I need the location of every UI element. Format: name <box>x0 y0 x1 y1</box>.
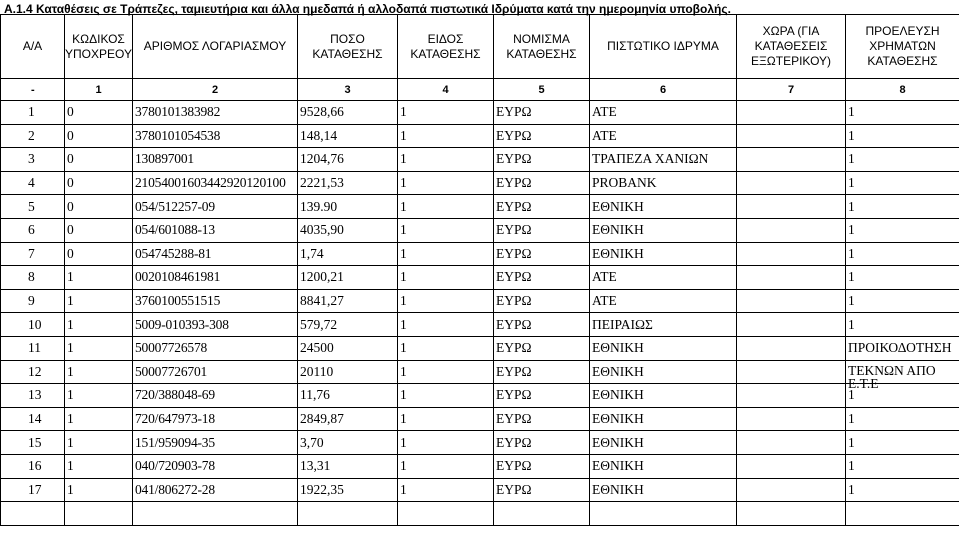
cell-origin <box>846 360 959 391</box>
header-origin: ΠΡΟΕΛΕΥΣΗ ΧΡΗΜΑΤΩΝ ΚΑΤΑΘΕΣΗΣ <box>846 15 959 79</box>
cell-bank: ΑΤΕ <box>590 101 737 125</box>
col-number: 2 <box>133 79 298 101</box>
table-row <box>1 218 959 242</box>
cell-currency: ΕΥΡΩ <box>494 454 590 478</box>
cell-country <box>737 336 846 360</box>
column-number-row <box>1 79 959 101</box>
empty-cell <box>133 502 298 526</box>
cell-aa: 15 <box>1 431 65 455</box>
cell-origin: 1 <box>846 313 959 337</box>
header-type: ΕΙΔΟΣ ΚΑΤΑΘΕΣΗΣ <box>398 15 494 79</box>
cell-bank: ΕΘΝΙΚΗ <box>590 478 737 502</box>
cell-amount: 579,72 <box>298 313 398 337</box>
cell-amount: 1922,35 <box>298 478 398 502</box>
cell-code: 1 <box>65 360 133 384</box>
cell-code: 1 <box>65 336 133 360</box>
cell-code: 1 <box>65 313 133 337</box>
empty-cell <box>398 502 494 526</box>
col-number: 6 <box>590 79 737 101</box>
cell-type: 1 <box>398 218 494 242</box>
cell-account: 130897001 <box>133 148 298 172</box>
cell-aa: 16 <box>1 454 65 478</box>
cell-amount: 9528,66 <box>298 101 398 125</box>
table-row <box>1 171 959 195</box>
cell-aa: 17 <box>1 478 65 502</box>
cell-origin-text: ΤΕΚΝΩΝ ΑΠΟ Ε.Τ.Ε <box>848 362 936 391</box>
cell-currency: ΕΥΡΩ <box>494 148 590 172</box>
cell-code: 0 <box>65 242 133 266</box>
table-row <box>1 454 959 478</box>
cell-bank: ΤΡΑΠΕΖΑ ΧΑΝΙΩΝ <box>590 148 737 172</box>
cell-account: 054/512257-09 <box>133 195 298 219</box>
col-number: 3 <box>298 79 398 101</box>
cell-currency: ΕΥΡΩ <box>494 289 590 313</box>
cell-country <box>737 431 846 455</box>
cell-country <box>737 171 846 195</box>
cell-country <box>737 313 846 337</box>
table-row <box>1 313 959 337</box>
cell-aa: 7 <box>1 242 65 266</box>
cell-amount: 11,76 <box>298 384 398 408</box>
cell-currency: ΕΥΡΩ <box>494 266 590 290</box>
cell-origin: 1 <box>846 218 959 242</box>
table-row <box>1 148 959 172</box>
cell-type: 1 <box>398 266 494 290</box>
table-row <box>1 478 959 502</box>
header-account: ΑΡΙΘΜΟΣ ΛΟΓΑΡΙΑΣΜΟΥ <box>133 15 298 79</box>
cell-bank: ΕΘΝΙΚΗ <box>590 242 737 266</box>
cell-account: 3780101054538 <box>133 124 298 148</box>
cell-country <box>737 478 846 502</box>
cell-origin: 1 <box>846 124 959 148</box>
cell-aa: 2 <box>1 124 65 148</box>
cell-amount: 3,70 <box>298 431 398 455</box>
cell-code: 0 <box>65 101 133 125</box>
table-row <box>1 266 959 290</box>
cell-country <box>737 101 846 125</box>
cell-country <box>737 454 846 478</box>
cell-account: 5009-010393-308 <box>133 313 298 337</box>
cell-aa: 6 <box>1 218 65 242</box>
cell-account: 151/959094-35 <box>133 431 298 455</box>
cell-origin: 1 <box>846 454 959 478</box>
cell-origin: 1 <box>846 407 959 431</box>
cell-aa: 5 <box>1 195 65 219</box>
cell-account: 50007726701 <box>133 360 298 384</box>
cell-country <box>737 218 846 242</box>
cell-amount: 148,14 <box>298 124 398 148</box>
cell-origin: 1 <box>846 266 959 290</box>
cell-amount: 2849,87 <box>298 407 398 431</box>
cell-account: 054/601088-13 <box>133 218 298 242</box>
cell-type: 1 <box>398 101 494 125</box>
cell-amount: 13,31 <box>298 454 398 478</box>
cell-currency: ΕΥΡΩ <box>494 195 590 219</box>
cell-currency: ΕΥΡΩ <box>494 431 590 455</box>
table-row <box>1 101 959 125</box>
cell-code: 1 <box>65 384 133 408</box>
cell-currency: ΕΥΡΩ <box>494 384 590 408</box>
empty-cell <box>298 502 398 526</box>
cell-amount: 24500 <box>298 336 398 360</box>
cell-country <box>737 384 846 408</box>
cell-type: 1 <box>398 336 494 360</box>
cell-currency: ΕΥΡΩ <box>494 218 590 242</box>
cell-type: 1 <box>398 431 494 455</box>
cell-type: 1 <box>398 242 494 266</box>
cell-origin: 1 <box>846 289 959 313</box>
cell-bank: ΕΘΝΙΚΗ <box>590 195 737 219</box>
cell-currency: ΕΥΡΩ <box>494 407 590 431</box>
cell-amount: 139.90 <box>298 195 398 219</box>
cell-origin: 1 <box>846 148 959 172</box>
empty-cell <box>65 502 133 526</box>
cell-country <box>737 195 846 219</box>
cell-amount: 8841,27 <box>298 289 398 313</box>
cell-amount: 1200,21 <box>298 266 398 290</box>
cell-code: 0 <box>65 171 133 195</box>
cell-code: 1 <box>65 407 133 431</box>
cell-origin: 1 <box>846 101 959 125</box>
cell-currency: ΕΥΡΩ <box>494 171 590 195</box>
cell-origin: 1 <box>846 242 959 266</box>
cell-currency: ΕΥΡΩ <box>494 360 590 384</box>
cell-bank: ΑΤΕ <box>590 289 737 313</box>
header-amount: ΠΟΣΟ ΚΑΤΑΘΕΣΗΣ <box>298 15 398 79</box>
cell-code: 0 <box>65 218 133 242</box>
cell-account: 041/806272-28 <box>133 478 298 502</box>
cell-bank: ΕΘΝΙΚΗ <box>590 431 737 455</box>
cell-amount: 2221,53 <box>298 171 398 195</box>
empty-cell <box>846 502 959 526</box>
cell-type: 1 <box>398 289 494 313</box>
cell-type: 1 <box>398 195 494 219</box>
cell-origin: ΠΡΟΙΚΟΔΟΤΗΣΗ <box>846 336 959 360</box>
cell-code: 1 <box>65 454 133 478</box>
cell-account: 21054001603442920120100 <box>133 171 298 195</box>
col-number: 1 <box>65 79 133 101</box>
cell-type: 1 <box>398 148 494 172</box>
cell-bank: ΕΘΝΙΚΗ <box>590 407 737 431</box>
cell-aa: 10 <box>1 313 65 337</box>
table-row <box>1 289 959 313</box>
cell-code: 1 <box>65 478 133 502</box>
cell-type: 1 <box>398 171 494 195</box>
cell-amount: 20110 <box>298 360 398 384</box>
col-number: 7 <box>737 79 846 101</box>
empty-cell <box>590 502 737 526</box>
cell-code: 0 <box>65 195 133 219</box>
col-number: - <box>1 79 65 101</box>
header-code: ΚΩΔΙΚΟΣ ΥΠΟΧΡΕΟΥ <box>65 15 133 79</box>
cell-aa: 9 <box>1 289 65 313</box>
cell-origin: 1 <box>846 195 959 219</box>
cell-bank: ΕΘΝΙΚΗ <box>590 218 737 242</box>
col-number: 8 <box>846 79 959 101</box>
header-aa: Α/Α <box>1 15 65 79</box>
cell-type: 1 <box>398 454 494 478</box>
empty-row <box>1 502 959 526</box>
table-row <box>1 431 959 455</box>
cell-type: 1 <box>398 384 494 408</box>
table-row <box>1 360 959 384</box>
cell-amount: 1204,76 <box>298 148 398 172</box>
cell-currency: ΕΥΡΩ <box>494 101 590 125</box>
cell-aa: 12 <box>1 360 65 384</box>
cell-type: 1 <box>398 478 494 502</box>
table-row <box>1 384 959 408</box>
header-country: ΧΩΡΑ (ΓΙΑ ΚΑΤΑΘΕΣΕΙΣ ΕΞΩΤΕΡΙΚΟΥ) <box>737 15 846 79</box>
cell-code: 1 <box>65 266 133 290</box>
cell-currency: ΕΥΡΩ <box>494 313 590 337</box>
cell-country <box>737 242 846 266</box>
table-row <box>1 195 959 219</box>
cell-aa: 4 <box>1 171 65 195</box>
cell-type: 1 <box>398 360 494 384</box>
cell-aa: 14 <box>1 407 65 431</box>
empty-cell <box>737 502 846 526</box>
table-row <box>1 242 959 266</box>
col-number: 5 <box>494 79 590 101</box>
cell-country <box>737 266 846 290</box>
cell-country <box>737 407 846 431</box>
cell-account: 040/720903-78 <box>133 454 298 478</box>
cell-currency: ΕΥΡΩ <box>494 242 590 266</box>
cell-bank: ΕΘΝΙΚΗ <box>590 336 737 360</box>
cell-account: 3760100551515 <box>133 289 298 313</box>
cell-aa: 11 <box>1 336 65 360</box>
cell-aa: 1 <box>1 101 65 125</box>
cell-currency: ΕΥΡΩ <box>494 124 590 148</box>
cell-account: 720/647973-18 <box>133 407 298 431</box>
cell-account: 054745288-81 <box>133 242 298 266</box>
cell-country <box>737 148 846 172</box>
cell-origin: 1 <box>846 431 959 455</box>
cell-code: 0 <box>65 148 133 172</box>
cell-bank: ΑΤΕ <box>590 124 737 148</box>
cell-bank: ΕΘΝΙΚΗ <box>590 360 737 384</box>
cell-amount: 4035,90 <box>298 218 398 242</box>
table-row <box>1 407 959 431</box>
cell-code: 0 <box>65 124 133 148</box>
cell-aa: 8 <box>1 266 65 290</box>
header-currency: ΝΟΜΙΣΜΑ ΚΑΤΑΘΕΣΗΣ <box>494 15 590 79</box>
cell-account: 50007726578 <box>133 336 298 360</box>
cell-bank: ΑΤΕ <box>590 266 737 290</box>
cell-type: 1 <box>398 124 494 148</box>
page-title: A.1.4 Καταθέσεις σε Τράπεζες, ταμιευτήρια και άλλα ημεδαπά ή αλλοδαπά πιστωτικά Ιδρύματα κατά την ημερομηνία υποβολής. <box>4 2 731 16</box>
cell-origin: 1 <box>846 478 959 502</box>
col-number: 4 <box>398 79 494 101</box>
table-row <box>1 336 959 360</box>
cell-currency: ΕΥΡΩ <box>494 336 590 360</box>
cell-amount: 1,74 <box>298 242 398 266</box>
cell-type: 1 <box>398 313 494 337</box>
cell-account: 720/388048-69 <box>133 384 298 408</box>
cell-bank: ΠΕΙΡΑΙΩΣ <box>590 313 737 337</box>
cell-origin: 1 <box>846 384 959 408</box>
header-row <box>1 15 959 79</box>
cell-type: 1 <box>398 407 494 431</box>
cell-origin: 1 <box>846 171 959 195</box>
cell-aa: 3 <box>1 148 65 172</box>
cell-bank: ΕΘΝΙΚΗ <box>590 384 737 408</box>
cell-bank: ΕΘΝΙΚΗ <box>590 454 737 478</box>
cell-account: 0020108461981 <box>133 266 298 290</box>
cell-aa: 13 <box>1 384 65 408</box>
deposits-table <box>0 14 959 526</box>
cell-country <box>737 124 846 148</box>
cell-country <box>737 360 846 384</box>
cell-code: 1 <box>65 431 133 455</box>
cell-code: 1 <box>65 289 133 313</box>
cell-currency: ΕΥΡΩ <box>494 478 590 502</box>
table-row <box>1 124 959 148</box>
header-bank: ΠΙΣΤΩΤΙΚΟ ΙΔΡΥΜΑ <box>590 15 737 79</box>
cell-bank: PROBANK <box>590 171 737 195</box>
empty-cell <box>494 502 590 526</box>
cell-account: 3780101383982 <box>133 101 298 125</box>
empty-cell <box>1 502 65 526</box>
cell-country <box>737 289 846 313</box>
